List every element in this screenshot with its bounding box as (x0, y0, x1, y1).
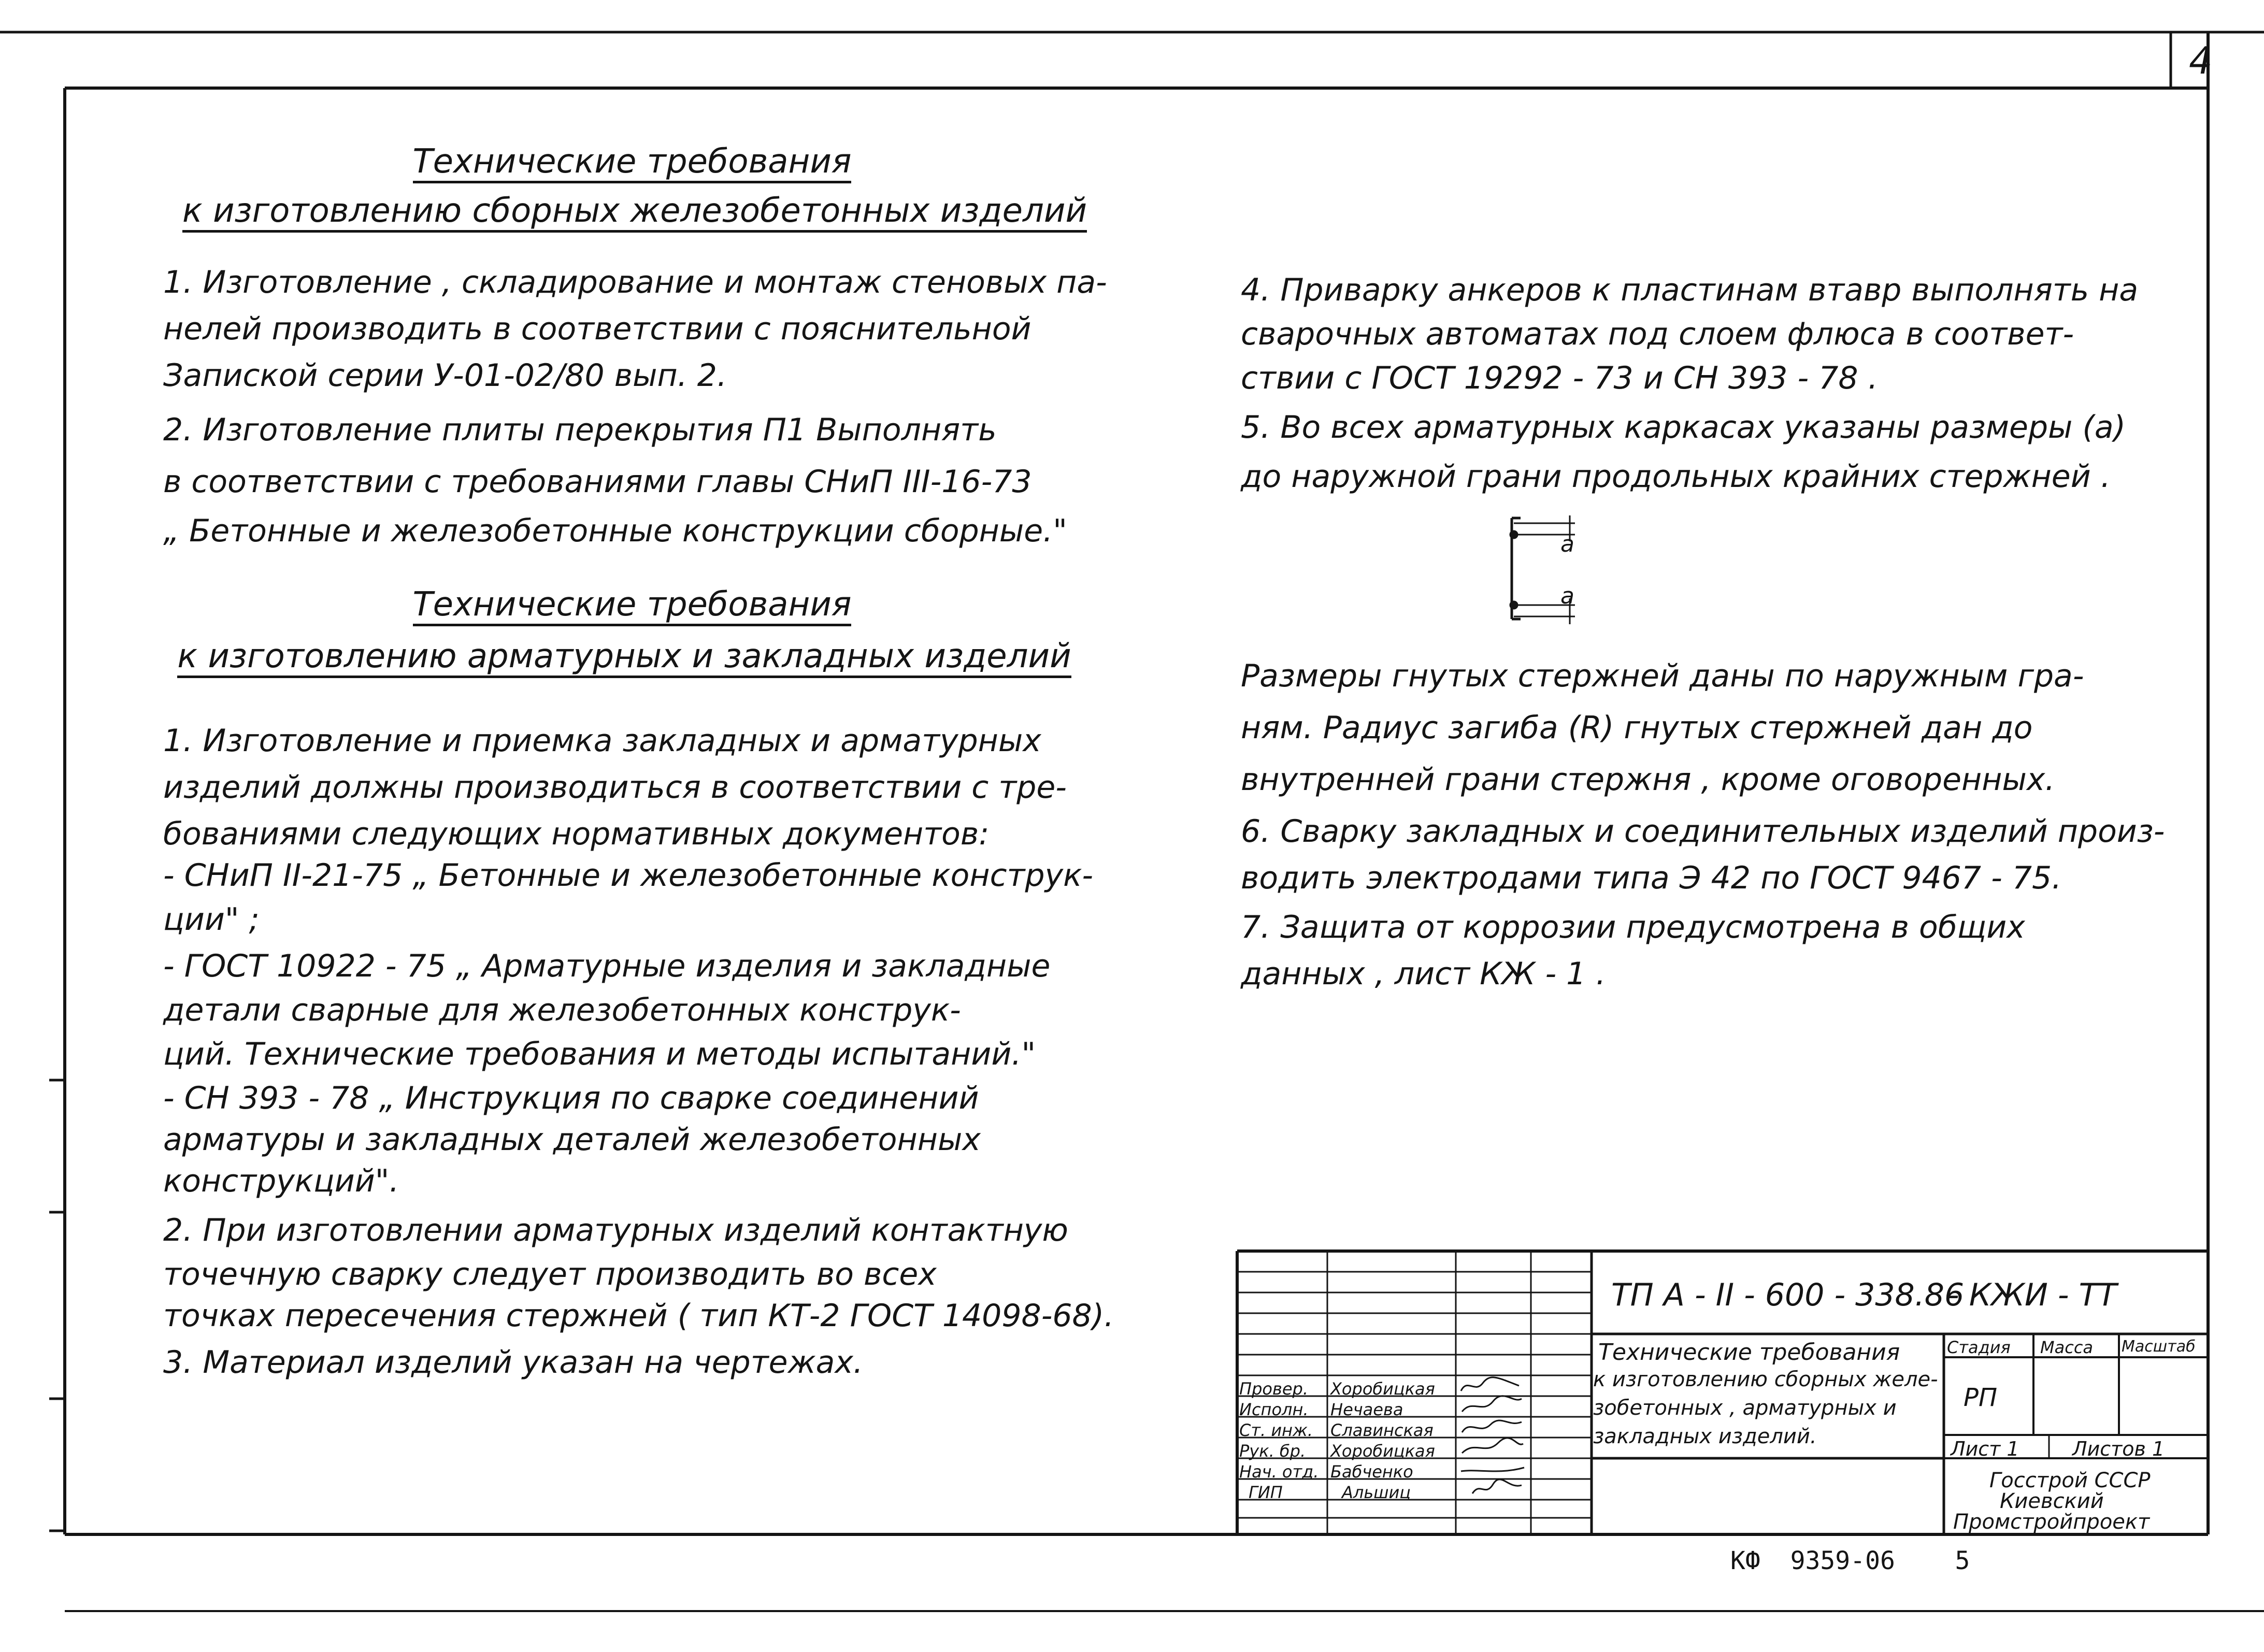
role-label: Исполн. (1239, 1400, 1309, 1419)
doc-description: зобетонных , арматурных и (1593, 1396, 1897, 1420)
role-label: ГИП (1249, 1483, 1283, 1502)
s1-line: 1. Изготовление , складирование и монтаж стеновых па- (163, 264, 1107, 300)
s2-line: точках пересечения стержней ( тип КТ-2 ГОСТ 14098-68). (163, 1298, 1114, 1334)
section2-title-line2 (137, 637, 1111, 676)
s2-line: - ГОСТ 10922 - 75 „ Арматурные изделия и закладные (163, 948, 1051, 984)
page-number: 4 (2189, 39, 2213, 82)
r-line: водить электродами типа Э 42 по ГОСТ 9467 - 75. (1241, 860, 2062, 896)
header-stage: Стадия (1947, 1338, 2011, 1357)
s2-line: 2. При изготовлении арматурных изделий контактную (163, 1212, 1068, 1248)
sheets-total: Листов 1 (2072, 1438, 2165, 1460)
stage-value: РП (1964, 1383, 1998, 1412)
s2-line: ций. Технические требования и методы испытаний." (163, 1036, 1036, 1072)
person-name: Бабченко (1330, 1462, 1413, 1482)
r-line: сварочных автоматах под слоем флюса в соответ- (1241, 316, 2074, 352)
s2-line: - СНиП ІІ-21-75 „ Бетонные и железобетонные конструк- (163, 857, 1093, 894)
section1-title-line1 (383, 142, 881, 181)
s1-line: 2. Изготовление плиты перекрытия П1 Выполнять (163, 412, 997, 448)
r-line: данных , лист КЖ - 1 . (1241, 956, 1606, 992)
r-line: 7. Защита от коррозии предусмотрена в общих (1241, 909, 2025, 945)
r-line: ствии с ГОСТ 19292 - 73 и СН 393 - 78 . (1241, 360, 1878, 396)
section1-title-line2 (155, 192, 1114, 230)
doc-description: Технические требования (1598, 1339, 1900, 1366)
s1-line: в соответствии с требованиями главы СНиП ІІІ-16-73 (163, 464, 1032, 500)
section2-title-text: Технические требования (413, 585, 852, 626)
organization: Промстройпроект (1953, 1510, 2150, 1534)
archive-stamp: КФ 9359-06 5 (1730, 1546, 1970, 1575)
person-name: Нечаева (1330, 1400, 1403, 1419)
header-scale: Масштаб (2122, 1338, 2196, 1356)
s2-line: детали сварные для железобетонных конструк- (163, 992, 961, 1028)
sheet-number: Лист 1 (1951, 1438, 2019, 1460)
s2-line: конструкций". (163, 1163, 399, 1199)
role-label: Провер. (1239, 1379, 1308, 1399)
s2-line: изделий должны производиться в соответствии с тре- (163, 769, 1067, 806)
r-line: Размеры гнутых стержней даны по наружным гра- (1241, 658, 2084, 694)
s2-line: - СН 393 - 78 „ Инструкция по сварке соединений (163, 1080, 979, 1116)
r-line: ням. Радиус загиба (R) гнутых стержней дан до (1241, 710, 2033, 746)
s2-line: точечную сварку следует производить во всех (163, 1256, 937, 1292)
s2-line: 3. Материал изделий указан на чертежах. (163, 1344, 863, 1381)
s1-line: нелей производить в соответствии с пояснительной (163, 311, 1031, 347)
signatures (1457, 1375, 1529, 1500)
person-name: Хоробицкая (1330, 1441, 1435, 1461)
r-line: 4. Приварку анкеров к пластинам втавр выполнять на (1241, 272, 2139, 308)
section2-subtitle-text: к изготовлению арматурных и закладных изделий (177, 637, 1071, 678)
header-mass: Масса (2040, 1338, 2094, 1357)
r-line: 6. Сварку закладных и соединительных изделий произ- (1241, 813, 2165, 850)
section1-title-text: Технические требования (413, 142, 852, 183)
r-line: до наружной грани продольных крайних стержней . (1241, 458, 2111, 495)
s2-line: 1. Изготовление и приемка закладных и арматурных (163, 723, 1041, 759)
s1-line: Запиской серии У-01-02/80 вып. 2. (163, 357, 727, 394)
role-label: Нач. отд. (1239, 1462, 1319, 1482)
r-line: внутренней грани стержня , кроме оговоренных. (1241, 762, 2055, 798)
section2-title-line1 (383, 585, 881, 624)
s1-line: „ Бетонные и железобетонные конструкции сборные." (163, 513, 1067, 549)
role-label: Рук. бр. (1239, 1441, 1306, 1461)
s2-line: бованиями следующих нормативных документов: (163, 816, 990, 852)
r-line: 5. Во всех арматурных каркасах указаны размеры (а) (1241, 409, 2126, 446)
organization: Киевский (2000, 1489, 2104, 1513)
person-name: Альшиц (1342, 1483, 1411, 1502)
person-name: Славинская (1330, 1420, 1434, 1440)
sketch-dimension-label: a (1560, 531, 1574, 557)
section1-subtitle-text: к изготовлению сборных железобетонных изделий (182, 192, 1087, 233)
doc-description: закладных изделий. (1593, 1425, 1817, 1448)
doc-description: к изготовлению сборных желе- (1593, 1368, 1938, 1391)
organization: Госстрой СССР (1989, 1469, 2151, 1492)
doc-suffix: - КЖИ - ТТ (1948, 1277, 2117, 1313)
doc-code: ТП А - ІІ - 600 - 338.86 (1611, 1277, 1965, 1313)
person-name: Хоробицкая (1330, 1379, 1435, 1399)
s2-line: арматуры и закладных деталей железобетонных (163, 1122, 981, 1158)
sketch-dimension-label: a (1560, 583, 1574, 609)
s2-line: ции" ; (163, 901, 260, 938)
role-label: Ст. инж. (1239, 1420, 1313, 1440)
